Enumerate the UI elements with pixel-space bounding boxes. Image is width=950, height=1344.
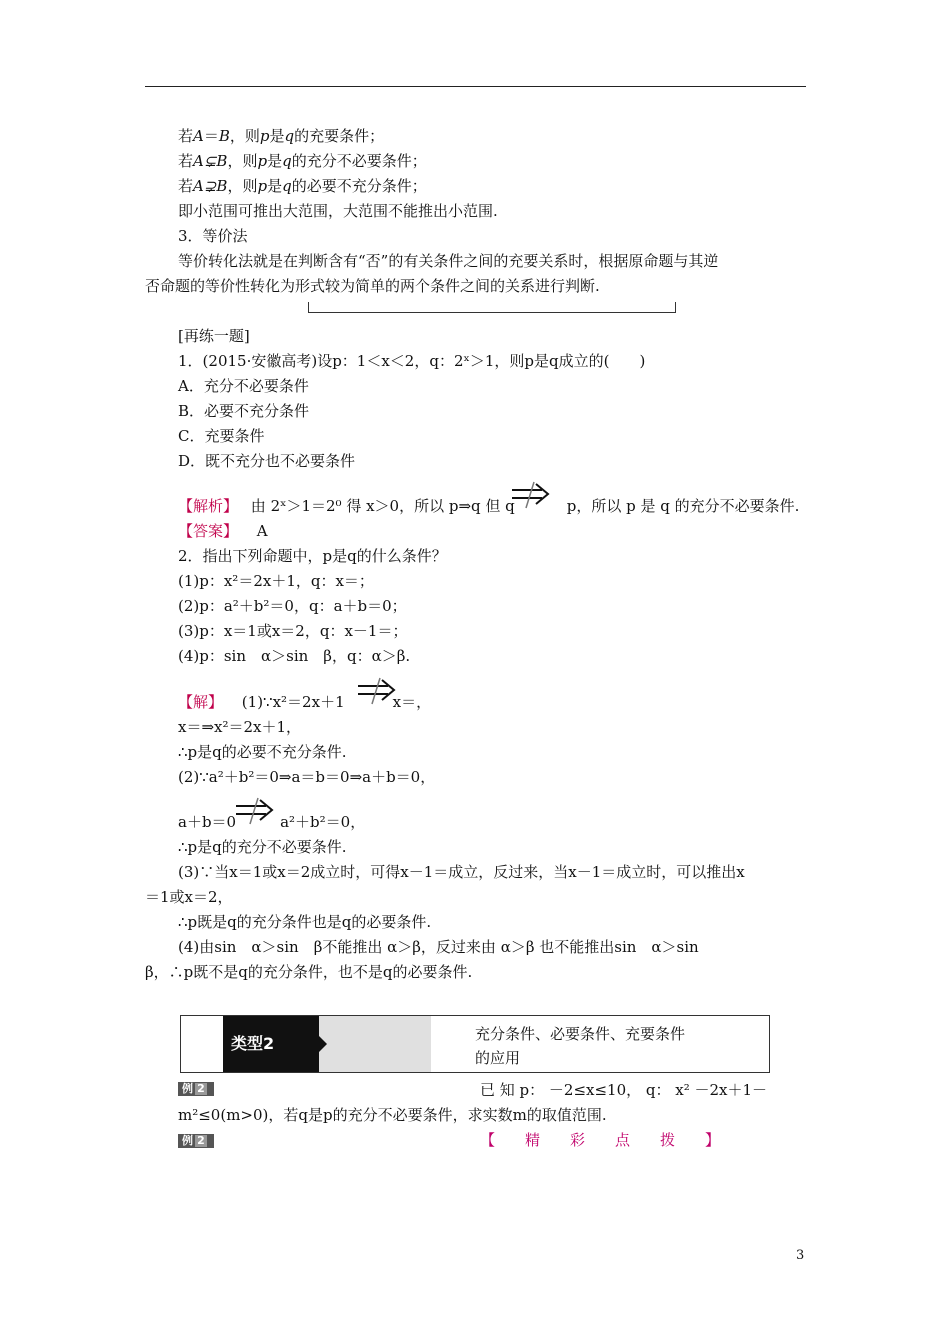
line-range: 即小范围可推出大范围，大范围不能推出小范围. — [178, 202, 498, 220]
solution-line: ＝1或x＝2， — [145, 888, 233, 906]
question-2-4: (4)p：sin α＞sin β，q：α＞β. — [178, 647, 411, 665]
solution-line: β，∴p既不是q的充分条件，也不是q的必要条件. — [145, 963, 473, 981]
question-2: 2．指出下列命题中，p是q的什么条件？ — [178, 547, 447, 565]
solution-line: (4)由sin α＞sin β不能推出 α＞β，反过来由 α＞β 也不能推出sin α＞sin — [178, 938, 699, 956]
type-tab: 类型2 — [223, 1016, 319, 1072]
type-title: 充分条件、必要条件、充要条件 的应用 — [475, 1025, 686, 1067]
line-asupb: 若A⊋B，则p是q的必要不充分条件； — [178, 177, 427, 195]
arrow-right-icon — [319, 1036, 327, 1052]
analysis-tag: 【解析】 — [178, 497, 239, 515]
section-heading: 3．等价法 — [178, 227, 248, 245]
solution-line: (2)∵a²＋b²＝0⇒a＝b＝0⇒a＋b＝0， — [178, 768, 436, 786]
line-asubb: 若A⊊B，则p是q的充分不必要条件； — [178, 152, 427, 170]
type-banner — [180, 1015, 770, 1073]
analysis-line: 【解析】 由 2ˣ＞1＝2⁰ 得 x＞0，所以 p⇒q 但 q p，所以 p 是 q 的充分不必要条件. — [178, 497, 800, 515]
solution-line: ∴p是q的必要不充分条件. — [178, 743, 347, 761]
practice-heading: [再练一题] — [178, 327, 250, 345]
solution-line: ∴p既是q的充分条件也是q的必要条件. — [178, 913, 432, 931]
answer-tag: 【答案】 — [178, 522, 239, 540]
question-2-2: (2)p：a²＋b²＝0，q：a＋b＝0； — [178, 597, 407, 615]
type-tab-shade — [319, 1016, 431, 1072]
example-text: 已 知 p： －2≤x≤10， q： x² －2x＋1－ — [480, 1081, 768, 1099]
not-implies-icon — [510, 480, 552, 510]
example-text: m²≤0(m>0)，若q是p的充分不必要条件，求实数m的取值范围. — [178, 1106, 607, 1124]
example-badge: 例 2 — [178, 1134, 214, 1148]
paragraph-line: 否命题的等价性转化为形式较为简单的两个条件之间的关系进行判断. — [145, 277, 600, 295]
solution-line: a＋b＝0 a²＋b²＝0， — [178, 813, 366, 831]
option-d: D．既不充分也不必要条件 — [178, 452, 356, 470]
bracket-rule — [308, 302, 676, 313]
not-implies-icon — [234, 796, 276, 826]
solution-line: x＝⇒x²＝2x＋1， — [178, 718, 302, 736]
highlight-heading: 【 精 彩 点 拨 】 — [480, 1131, 721, 1149]
solution-line: ∴p是q的充分不必要条件. — [178, 838, 347, 856]
answer-line: 【答案】 A — [178, 522, 268, 540]
question-1: 1．(2015·安徽高考)设p：1＜x＜2，q：2ˣ＞1，则p是q成立的( ) — [178, 352, 646, 370]
question-2-3: (3)p：x＝1或x＝2，q：x－1＝； — [178, 622, 408, 640]
option-b: B．必要不充分条件 — [178, 402, 310, 420]
not-implies-icon — [356, 676, 398, 706]
header-rule — [145, 86, 806, 87]
example-badge: 例 2 — [178, 1082, 214, 1096]
solution-line-1: 【解】 (1)∵x²＝2x＋1 x＝， — [178, 693, 432, 711]
option-c: C．充要条件 — [178, 427, 265, 445]
page-number: 3 — [796, 1248, 805, 1263]
question-2-1: (1)p：x²＝2x＋1，q：x＝； — [178, 572, 374, 590]
line-aeqb: 若A＝B，则p是q的充要条件； — [178, 127, 385, 145]
solution-line: (3)∵当x＝1或x＝2成立时，可得x－1＝成立，反过来，当x－1＝成立时，可以推出x — [178, 863, 745, 881]
option-a: A．充分不必要条件 — [178, 377, 309, 395]
paragraph-line: 等价转化法就是在判断含有“否”的有关条件之间的充要关系时，根据原命题与其逆 — [178, 252, 719, 270]
solution-tag: 【解】 — [178, 693, 224, 711]
